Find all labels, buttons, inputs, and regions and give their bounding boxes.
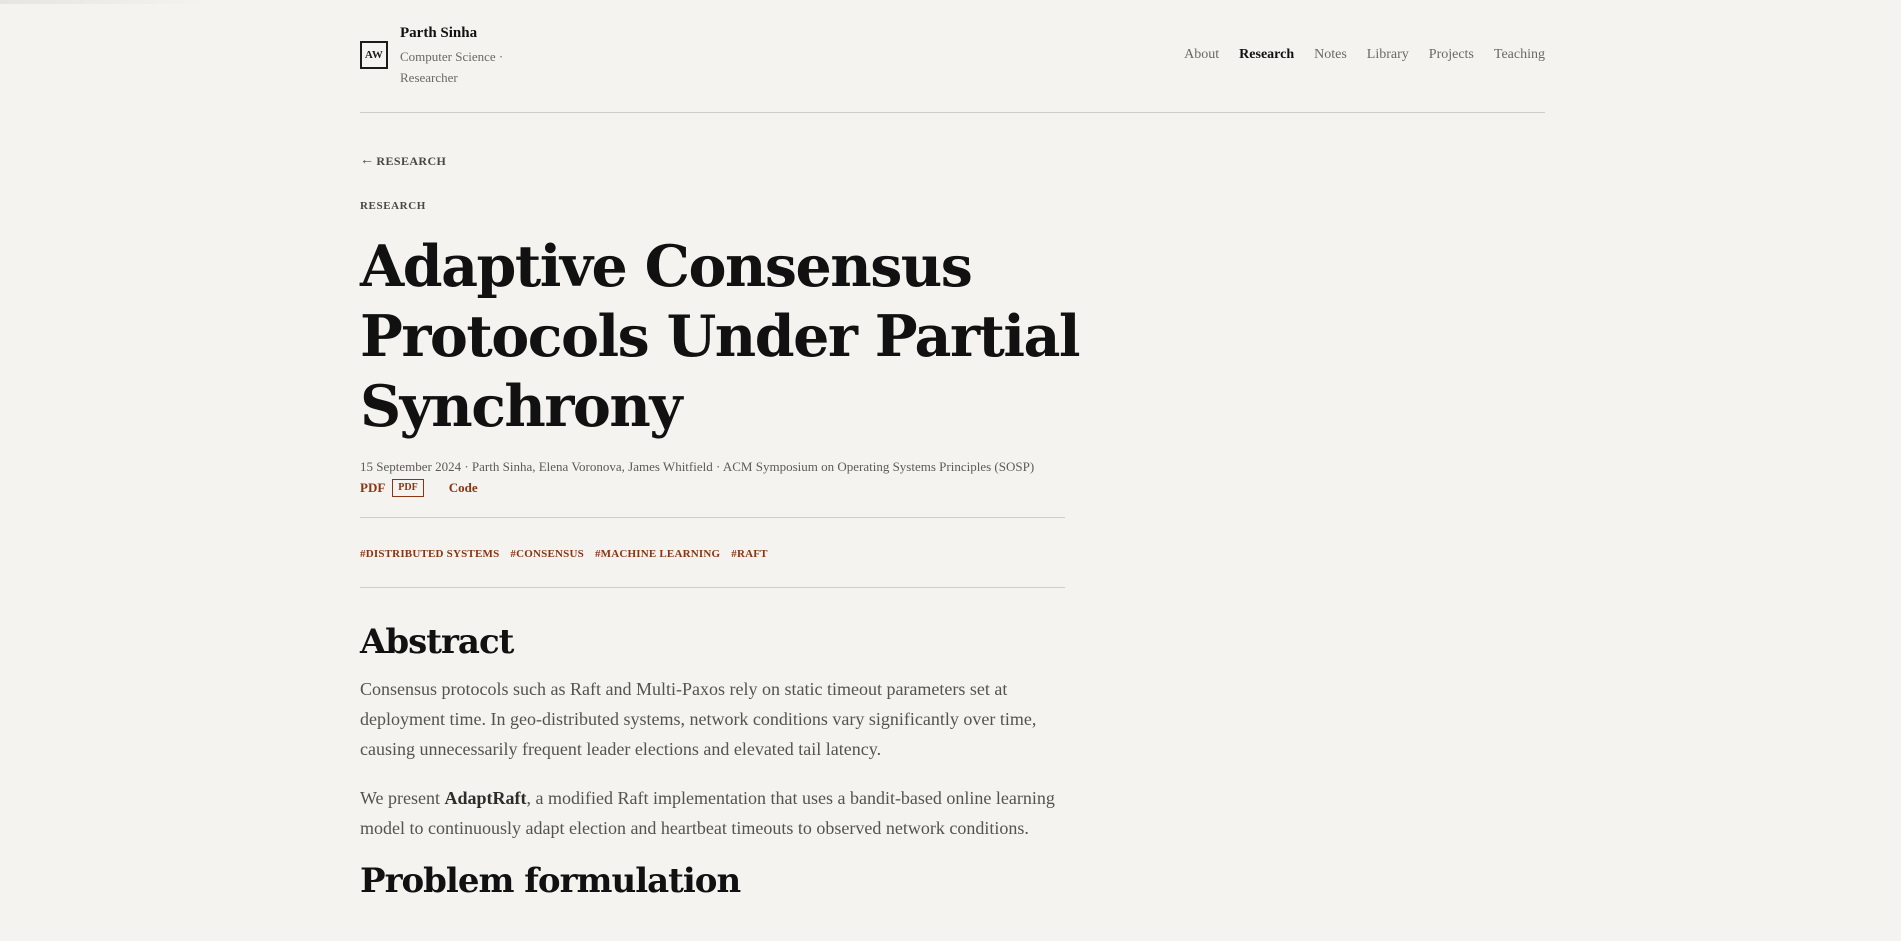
- divider: [360, 587, 1065, 588]
- left-arrow-icon: ←: [360, 153, 375, 168]
- back-link-label: RESEARCH: [376, 153, 447, 168]
- site-subtitle: Computer Science · Researcher: [400, 49, 504, 85]
- paper-title: Adaptive Consensus Protocols Under Partial Synchrony: [360, 233, 1080, 440]
- nav-item-research[interactable]: Research: [1239, 47, 1295, 62]
- corner-shade: [0, 0, 210, 4]
- site-header: [360, 0, 1545, 113]
- brand-text: [400, 24, 530, 88]
- nav-item-teaching[interactable]: Teaching: [1493, 47, 1545, 62]
- code-link[interactable]: Code: [448, 480, 478, 495]
- section-eyebrow: RESEARCH: [360, 200, 426, 212]
- pdf-badge[interactable]: PDF: [392, 479, 423, 497]
- back-to-research-link[interactable]: [360, 153, 1545, 169]
- main-nav: [1164, 0, 1545, 63]
- abstract-paragraph-2: [360, 783, 1060, 843]
- abstract-p2-prefix: We present: [360, 788, 445, 808]
- site-name[interactable]: Parth Sinha: [400, 25, 478, 41]
- page-container: [360, 0, 1545, 901]
- paper-links: [360, 479, 1545, 497]
- abstract-p2-suffix: , a modified Raft implementation that uses a bandit-based online learning model to continuously adapt election and heartbeat timeouts to observed network conditions.: [360, 788, 1055, 838]
- nav-item-library[interactable]: Library: [1366, 47, 1409, 62]
- tag-raft[interactable]: #RAFT: [731, 548, 768, 560]
- tag-consensus[interactable]: #CONSENSUS: [510, 548, 584, 560]
- abstract-paragraph-1: Consensus protocols such as Raft and Multi-Paxos rely on static timeout parameters set at deployment time. In geo-distributed systems, network conditions vary significantly over time, causing unnecessarily frequent leader elections and elevated tail latency.: [360, 679, 1037, 759]
- adaptraft-name: AdaptRaft: [444, 788, 527, 808]
- nav-item-projects[interactable]: Projects: [1428, 47, 1474, 62]
- logo-mark[interactable]: AW: [360, 41, 388, 69]
- tag-distributed-systems[interactable]: #DISTRIBUTED SYSTEMS: [360, 548, 500, 560]
- problem-formulation-heading: Problem formulation: [360, 861, 741, 901]
- tag-list: [360, 518, 1545, 587]
- paper-meta: 15 September 2024 · Parth Sinha, Elena Voronova, James Whitfield · ACM Symposium on Operating Systems Principles (SOSP): [360, 459, 1035, 474]
- pdf-link[interactable]: PDF: [360, 480, 386, 495]
- nav-item-about[interactable]: About: [1184, 47, 1220, 62]
- nav-item-notes[interactable]: Notes: [1314, 47, 1347, 62]
- brand[interactable]: [360, 0, 530, 88]
- abstract-heading: Abstract: [360, 622, 514, 662]
- tags-block: [360, 517, 1545, 588]
- tag-machine-learning[interactable]: #MACHINE LEARNING: [594, 548, 721, 560]
